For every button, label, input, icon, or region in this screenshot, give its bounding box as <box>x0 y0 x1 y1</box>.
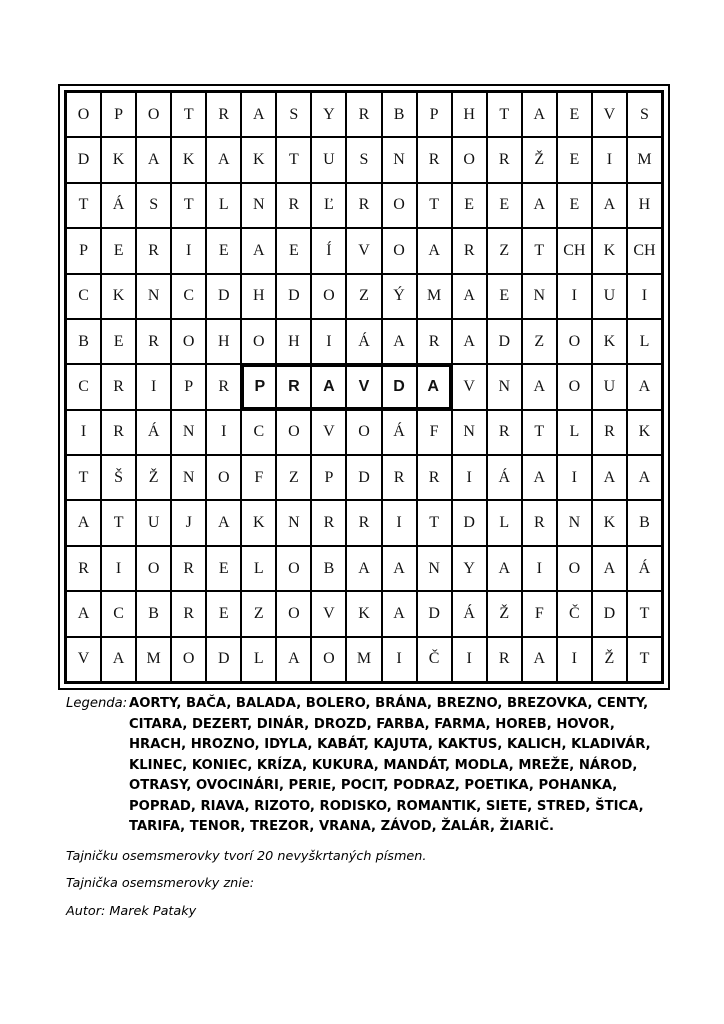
grid-cell: A <box>522 183 557 228</box>
grid-cell: A <box>452 319 487 364</box>
grid-cell: E <box>487 183 522 228</box>
legend-label: Legenda: <box>66 696 128 711</box>
grid-cell: R <box>346 183 381 228</box>
grid-cell: C <box>66 364 101 409</box>
grid-cell: I <box>557 274 592 319</box>
secret-answer-prompt: Tajnička osemsmerovky znie: <box>66 876 255 891</box>
grid-cell: A <box>382 591 417 636</box>
grid-cell: L <box>557 410 592 455</box>
grid-cell: K <box>592 319 627 364</box>
grid-cell: D <box>487 319 522 364</box>
grid-cell: Z <box>487 228 522 273</box>
grid-cell: R <box>311 500 346 545</box>
grid-cell: Á <box>487 455 522 500</box>
grid-cell: O <box>171 319 206 364</box>
grid-cell: I <box>557 637 592 682</box>
grid-cell: R <box>417 319 452 364</box>
grid-cell: A <box>101 637 136 682</box>
grid-cell: O <box>276 410 311 455</box>
grid-cell: T <box>627 637 662 682</box>
grid-cell: A <box>592 546 627 591</box>
grid-cell: R <box>171 591 206 636</box>
highlighted-word-cell: R <box>276 364 311 409</box>
grid-cell: T <box>417 183 452 228</box>
grid-cell: CH <box>557 228 592 273</box>
highlighted-word-cell: A <box>417 364 452 409</box>
grid-cell: R <box>136 319 171 364</box>
grid-cell: T <box>627 591 662 636</box>
author-credit: Autor: Marek Pataky <box>66 904 197 919</box>
grid-cell: A <box>592 455 627 500</box>
grid-cell: A <box>136 137 171 182</box>
grid-cell: O <box>276 546 311 591</box>
grid-cell: R <box>101 364 136 409</box>
grid-cell: O <box>557 319 592 364</box>
highlighted-word-cell: P <box>241 364 276 409</box>
highlighted-word-cell: V <box>346 364 381 409</box>
grid-cell: U <box>592 274 627 319</box>
grid-cell: Š <box>101 455 136 500</box>
grid-cell: A <box>241 92 276 137</box>
grid-cell: D <box>346 455 381 500</box>
grid-cell: B <box>311 546 346 591</box>
grid-cell: N <box>171 455 206 500</box>
grid-cell: H <box>452 92 487 137</box>
grid-cell: Ž <box>592 637 627 682</box>
grid-cell: R <box>522 500 557 545</box>
grid-cell: R <box>417 455 452 500</box>
grid-cell: Ž <box>487 591 522 636</box>
grid-cell: K <box>241 500 276 545</box>
grid-cell: I <box>592 137 627 182</box>
grid-cell: Č <box>417 637 452 682</box>
grid-cell: Á <box>627 546 662 591</box>
grid-cell: I <box>452 637 487 682</box>
grid-cell: N <box>452 410 487 455</box>
grid-cell: O <box>136 546 171 591</box>
grid-cell: L <box>487 500 522 545</box>
grid-cell: R <box>346 92 381 137</box>
grid-cell: Z <box>276 455 311 500</box>
grid-cell: V <box>452 364 487 409</box>
grid-cell: A <box>346 546 381 591</box>
grid-cell: R <box>346 500 381 545</box>
grid-cell: E <box>276 228 311 273</box>
grid-cell: Z <box>346 274 381 319</box>
grid-cell: R <box>592 410 627 455</box>
grid-cell: L <box>206 183 241 228</box>
grid-cell: A <box>522 364 557 409</box>
grid-cell: O <box>136 92 171 137</box>
grid-cell: H <box>627 183 662 228</box>
grid-cell: A <box>206 137 241 182</box>
grid-cell: A <box>627 455 662 500</box>
grid-cell: A <box>417 228 452 273</box>
grid-cell: S <box>627 92 662 137</box>
grid-cell: R <box>276 183 311 228</box>
grid-cell: C <box>66 274 101 319</box>
highlighted-word-cell: A <box>311 364 346 409</box>
grid-cell: T <box>171 183 206 228</box>
grid-cell: S <box>136 183 171 228</box>
grid-cell: I <box>206 410 241 455</box>
grid-cell: T <box>66 183 101 228</box>
grid-cell: Á <box>452 591 487 636</box>
grid-cell: I <box>452 455 487 500</box>
grid-cell: K <box>592 500 627 545</box>
grid-cell: Í <box>311 228 346 273</box>
grid-cell: O <box>382 183 417 228</box>
grid-cell: N <box>171 410 206 455</box>
grid-cell: E <box>206 228 241 273</box>
grid-cell: I <box>136 364 171 409</box>
grid-cell: K <box>346 591 381 636</box>
grid-cell: P <box>417 92 452 137</box>
grid-cell: O <box>557 364 592 409</box>
grid-cell: K <box>241 137 276 182</box>
grid-cell: T <box>417 500 452 545</box>
grid-cell: E <box>206 591 241 636</box>
grid-cell: O <box>241 319 276 364</box>
grid-cell: E <box>557 183 592 228</box>
grid-cell: J <box>171 500 206 545</box>
grid-cell: Á <box>382 410 417 455</box>
grid-cell: O <box>346 410 381 455</box>
grid-cell: U <box>592 364 627 409</box>
grid-cell: H <box>241 274 276 319</box>
puzzle-frame <box>58 84 670 690</box>
grid-cell: Ž <box>522 137 557 182</box>
grid-cell: N <box>241 183 276 228</box>
grid-cell: I <box>627 274 662 319</box>
grid-cell: I <box>382 500 417 545</box>
grid-cell: K <box>101 274 136 319</box>
grid-cell: T <box>171 92 206 137</box>
grid-cell: E <box>101 319 136 364</box>
grid-cell: R <box>66 546 101 591</box>
grid-cell: U <box>311 137 346 182</box>
grid-cell: A <box>276 637 311 682</box>
grid-cell: N <box>487 364 522 409</box>
grid-cell: N <box>276 500 311 545</box>
grid-cell: P <box>66 228 101 273</box>
grid-cell: A <box>382 319 417 364</box>
grid-cell: CH <box>627 228 662 273</box>
secret-info-text: Tajničku osemsmerovky tvorí 20 nevyškrtaných písmen. <box>66 849 427 864</box>
grid-cell: O <box>557 546 592 591</box>
grid-cell: I <box>101 546 136 591</box>
grid-cell: Á <box>346 319 381 364</box>
grid-cell: Y <box>452 546 487 591</box>
grid-cell: N <box>382 137 417 182</box>
grid-cell: F <box>417 410 452 455</box>
grid-cell: N <box>522 274 557 319</box>
grid-cell: O <box>171 637 206 682</box>
grid-cell: P <box>171 364 206 409</box>
grid-cell: T <box>101 500 136 545</box>
grid-cell: D <box>206 637 241 682</box>
grid-cell: R <box>487 637 522 682</box>
grid-cell: T <box>66 455 101 500</box>
grid-cell: Ý <box>382 274 417 319</box>
grid-cell: A <box>382 546 417 591</box>
grid-cell: B <box>627 500 662 545</box>
grid-cell: D <box>206 274 241 319</box>
grid-cell: D <box>66 137 101 182</box>
grid-cell: Á <box>136 410 171 455</box>
grid-cell: R <box>136 228 171 273</box>
grid-cell: Á <box>101 183 136 228</box>
grid-cell: V <box>592 92 627 137</box>
grid-cell: R <box>417 137 452 182</box>
grid-cell: U <box>136 500 171 545</box>
grid-cell: L <box>627 319 662 364</box>
grid-cell: N <box>417 546 452 591</box>
grid-cell: A <box>206 500 241 545</box>
grid-cell: O <box>311 274 346 319</box>
grid-cell: B <box>66 319 101 364</box>
legend <box>66 694 676 838</box>
grid-cell: H <box>276 319 311 364</box>
grid-cell: M <box>346 637 381 682</box>
grid-cell: A <box>66 591 101 636</box>
grid-cell: E <box>452 183 487 228</box>
grid-cell: F <box>522 591 557 636</box>
grid-cell: E <box>206 546 241 591</box>
grid-cell: O <box>311 637 346 682</box>
grid-cell: O <box>382 228 417 273</box>
grid-cell: A <box>627 364 662 409</box>
grid-cell: A <box>522 92 557 137</box>
grid-cell: R <box>382 455 417 500</box>
grid-cell: T <box>487 92 522 137</box>
grid-cell: N <box>557 500 592 545</box>
grid-cell: S <box>346 137 381 182</box>
grid-cell: I <box>557 455 592 500</box>
grid-cell: B <box>382 92 417 137</box>
grid-cell: A <box>452 274 487 319</box>
highlighted-word-cell: D <box>382 364 417 409</box>
grid-cell: M <box>136 637 171 682</box>
grid-cell: E <box>557 137 592 182</box>
grid-cell: L <box>241 546 276 591</box>
grid-cell: B <box>136 591 171 636</box>
grid-cell: I <box>382 637 417 682</box>
grid-cell: R <box>206 92 241 137</box>
grid-cell: T <box>522 228 557 273</box>
grid-cell: Z <box>522 319 557 364</box>
grid-cell: E <box>557 92 592 137</box>
grid-cell: C <box>101 591 136 636</box>
grid-cell: P <box>311 455 346 500</box>
grid-cell: O <box>206 455 241 500</box>
grid-cell: T <box>276 137 311 182</box>
grid-cell: V <box>346 228 381 273</box>
grid-cell: K <box>627 410 662 455</box>
grid-cell: A <box>522 455 557 500</box>
grid-cell: R <box>171 546 206 591</box>
grid-cell: N <box>136 274 171 319</box>
grid-cell: Ľ <box>311 183 346 228</box>
grid-cell: R <box>206 364 241 409</box>
grid-cell: E <box>101 228 136 273</box>
grid-cell: S <box>276 92 311 137</box>
grid-cell: D <box>276 274 311 319</box>
grid-cell: K <box>171 137 206 182</box>
grid-cell: O <box>452 137 487 182</box>
grid-cell: O <box>276 591 311 636</box>
grid-cell: H <box>206 319 241 364</box>
grid-cell: I <box>311 319 346 364</box>
grid-cell: O <box>66 92 101 137</box>
grid-cell: D <box>417 591 452 636</box>
grid-cell: Č <box>557 591 592 636</box>
grid-cell: K <box>101 137 136 182</box>
grid-cell: I <box>171 228 206 273</box>
grid-cell: V <box>311 591 346 636</box>
grid-cell: V <box>311 410 346 455</box>
grid-cell: T <box>522 410 557 455</box>
grid-cell: M <box>627 137 662 182</box>
letter-grid <box>64 90 664 684</box>
grid-cell: V <box>66 637 101 682</box>
grid-cell: F <box>241 455 276 500</box>
grid-cell: M <box>417 274 452 319</box>
grid-cell: Z <box>241 591 276 636</box>
grid-cell: Ž <box>136 455 171 500</box>
grid-cell: A <box>66 500 101 545</box>
grid-cell: R <box>487 137 522 182</box>
grid-cell: L <box>241 637 276 682</box>
grid-cell: A <box>241 228 276 273</box>
grid-cell: Y <box>311 92 346 137</box>
grid-cell: I <box>66 410 101 455</box>
legend-word-list: AORTY, BAČA, BALADA, BOLERO, BRÁNA, BREZNO, BREZOVKA, CENTY, CITARA, DEZERT, DINÁR, DROZD, FARBA, FARMA, HOREB, HOVOR, HRACH, HROZNO, IDYLA, KABÁT, KAJUTA, KAKTUS, KALICH, KLADIVÁR, KLINEC, KONIEC, KRÍZA, KUKURA, MANDÁT, MODLA, MREŽE, NÁROD, OTRASY, OVOCINÁRI, PERIE, POCIT, PODRAZ, POETIKA, POHANKA, POPRAD, RIAVA, RIZOTO, RODISKO, ROMANTIK, SIETE, STRED, ŠTICA, TARIFA, TENOR, TREZOR, VRANA, ZÁVOD, ŽALÁR, ŽIARIČ. <box>129 696 651 834</box>
grid-cell: R <box>452 228 487 273</box>
grid-cell: P <box>101 92 136 137</box>
grid-cell: D <box>452 500 487 545</box>
grid-cell: C <box>171 274 206 319</box>
grid-cell: R <box>487 410 522 455</box>
grid-cell: A <box>522 637 557 682</box>
grid-cell: R <box>101 410 136 455</box>
grid-cell: I <box>522 546 557 591</box>
grid-cell: E <box>487 274 522 319</box>
grid-cell: D <box>592 591 627 636</box>
grid-cell: K <box>592 228 627 273</box>
grid-cell: A <box>592 183 627 228</box>
grid-cell: C <box>241 410 276 455</box>
grid-cell: A <box>487 546 522 591</box>
